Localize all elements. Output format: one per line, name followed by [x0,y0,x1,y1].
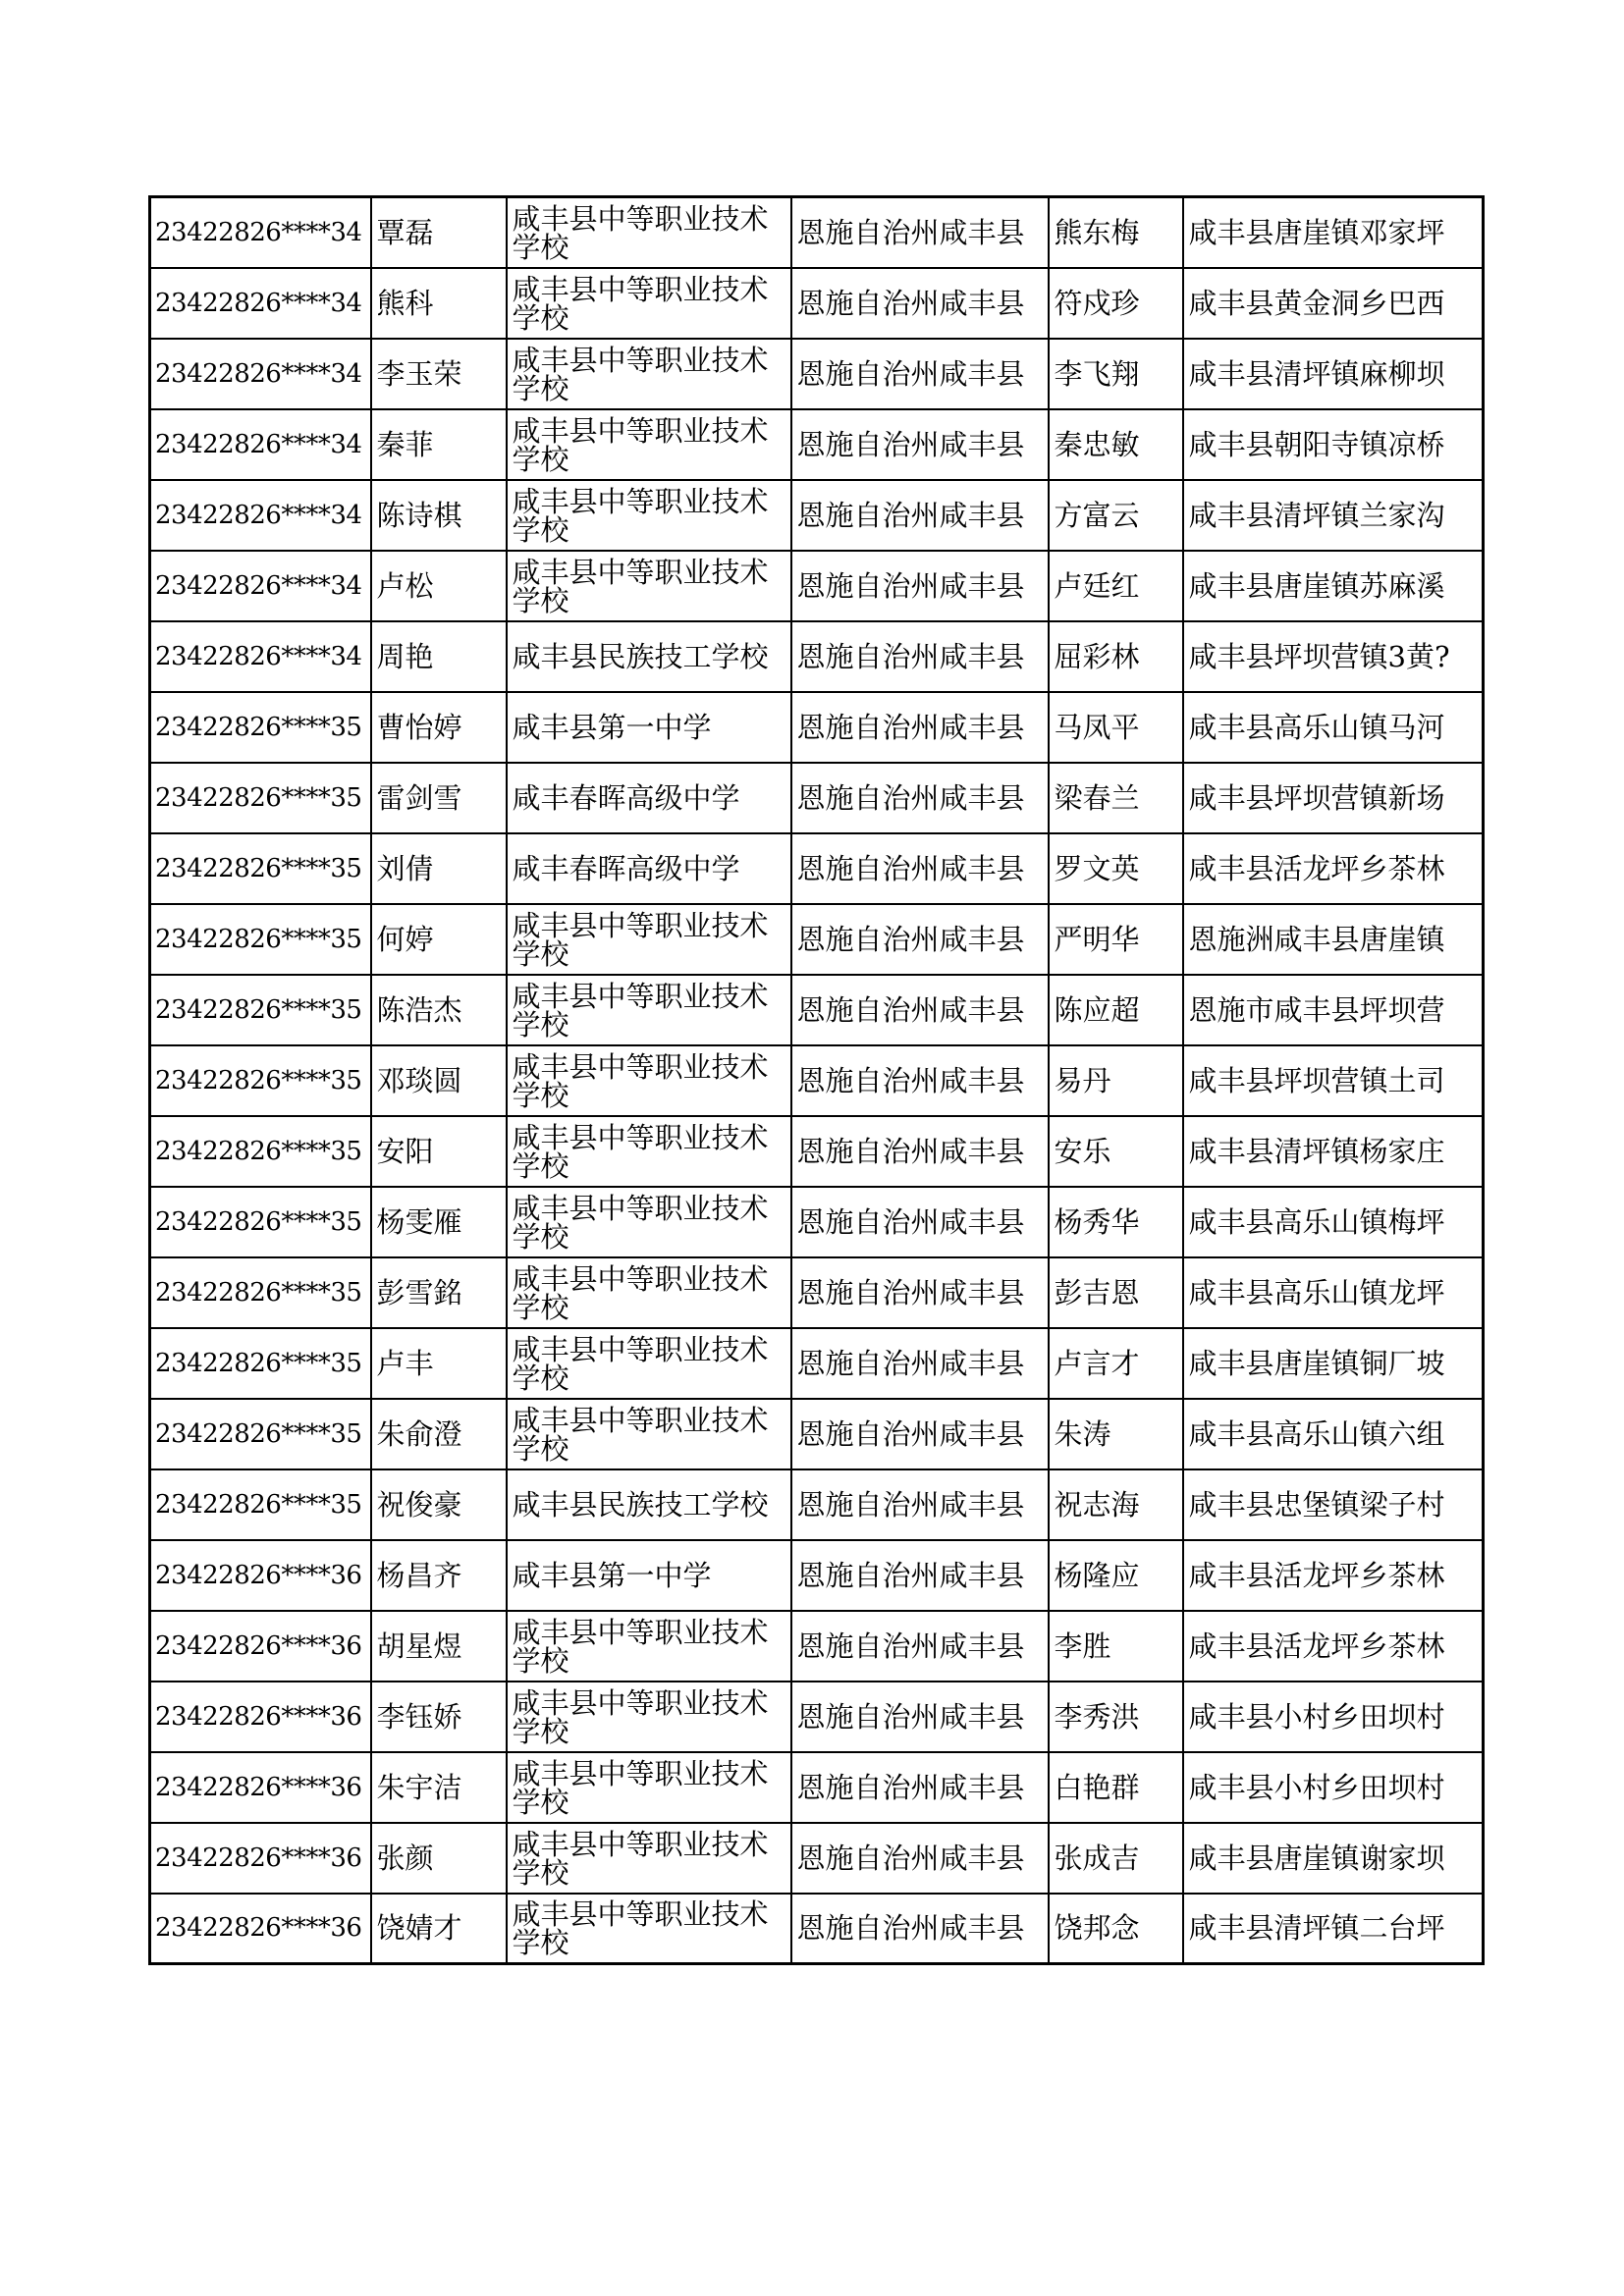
address-cell: 咸丰县唐崖镇谢家坝 [1183,1823,1484,1894]
guardian-name-cell: 杨秀华 [1049,1187,1183,1257]
guardian-name-cell: 符戍珍 [1049,268,1183,339]
student-name-cell: 卢丰 [371,1328,507,1399]
school-cell: 咸丰县中等职业技术学校 [507,1045,791,1116]
school-cell: 咸丰县中等职业技术学校 [507,1399,791,1469]
school-cell: 咸丰县中等职业技术学校 [507,480,791,551]
guardian-name-cell: 熊东梅 [1049,197,1183,268]
table-row [150,1399,1484,1469]
table-row [150,1752,1484,1823]
id-number-cell: 23422826****35 [150,975,371,1045]
region-cell: 恩施自治州咸丰县 [791,1116,1049,1187]
region-cell: 恩施自治州咸丰县 [791,1328,1049,1399]
id-number-cell: 23422826****35 [150,1399,371,1469]
region-cell: 恩施自治州咸丰县 [791,1611,1049,1682]
student-name-cell: 邓琰圆 [371,1045,507,1116]
region-cell: 恩施自治州咸丰县 [791,1045,1049,1116]
region-cell: 恩施自治州咸丰县 [791,1187,1049,1257]
student-name-cell: 李玉荣 [371,339,507,409]
address-cell: 咸丰县高乐山镇马河 [1183,692,1484,763]
region-cell: 恩施自治州咸丰县 [791,551,1049,621]
table-row [150,1328,1484,1399]
table-row [150,1823,1484,1894]
school-cell: 咸丰县中等职业技术学校 [507,975,791,1045]
table-row [150,1682,1484,1752]
student-name-cell: 安阳 [371,1116,507,1187]
table-row [150,1611,1484,1682]
id-number-cell: 23422826****34 [150,551,371,621]
id-number-cell: 23422826****35 [150,1257,371,1328]
id-number-cell: 23422826****34 [150,339,371,409]
region-cell: 恩施自治州咸丰县 [791,1682,1049,1752]
region-cell: 恩施自治州咸丰县 [791,197,1049,268]
school-cell: 咸丰县中等职业技术学校 [507,1187,791,1257]
student-name-cell: 雷剑雪 [371,763,507,833]
guardian-name-cell: 卢廷红 [1049,551,1183,621]
student-name-cell: 张颜 [371,1823,507,1894]
school-cell: 咸丰县第一中学 [507,1540,791,1611]
school-cell: 咸丰县中等职业技术学校 [507,339,791,409]
table-row [150,409,1484,480]
id-number-cell: 23422826****35 [150,904,371,975]
region-cell: 恩施自治州咸丰县 [791,1540,1049,1611]
guardian-name-cell: 彭吉恩 [1049,1257,1183,1328]
school-cell: 咸丰县中等职业技术学校 [507,409,791,480]
guardian-name-cell: 李胜 [1049,1611,1183,1682]
student-name-cell: 朱宇洁 [371,1752,507,1823]
student-name-cell: 李钰娇 [371,1682,507,1752]
region-cell: 恩施自治州咸丰县 [791,1257,1049,1328]
student-name-cell: 胡星煜 [371,1611,507,1682]
region-cell: 恩施自治州咸丰县 [791,621,1049,692]
address-cell: 咸丰县活龙坪乡茶林 [1183,1540,1484,1611]
school-cell: 咸丰县中等职业技术学校 [507,1257,791,1328]
guardian-name-cell: 祝志海 [1049,1469,1183,1540]
school-cell: 咸丰春晖高级中学 [507,833,791,904]
address-cell: 咸丰县清坪镇麻柳坝 [1183,339,1484,409]
id-number-cell: 23422826****35 [150,1328,371,1399]
student-name-cell: 刘倩 [371,833,507,904]
guardian-name-cell: 陈应超 [1049,975,1183,1045]
school-cell: 咸丰县第一中学 [507,692,791,763]
id-number-cell: 23422826****36 [150,1752,371,1823]
id-number-cell: 23422826****34 [150,197,371,268]
school-cell: 咸丰县中等职业技术学校 [507,1116,791,1187]
region-cell: 恩施自治州咸丰县 [791,1752,1049,1823]
address-cell: 咸丰县坪坝营镇新场 [1183,763,1484,833]
address-cell: 咸丰县唐崖镇铜厂坡 [1183,1328,1484,1399]
id-number-cell: 23422826****34 [150,268,371,339]
guardian-name-cell: 梁春兰 [1049,763,1183,833]
region-cell: 恩施自治州咸丰县 [791,268,1049,339]
school-cell: 咸丰县中等职业技术学校 [507,551,791,621]
student-name-cell: 覃磊 [371,197,507,268]
student-name-cell: 曹怡婷 [371,692,507,763]
id-number-cell: 23422826****35 [150,763,371,833]
id-number-cell: 23422826****36 [150,1894,371,1964]
student-roster-table [148,195,1485,1965]
address-cell: 咸丰县黄金洞乡巴西 [1183,268,1484,339]
table-row [150,1894,1484,1964]
table-row [150,197,1484,268]
address-cell: 恩施市咸丰县坪坝营 [1183,975,1484,1045]
school-cell: 咸丰春晖高级中学 [507,763,791,833]
guardian-name-cell: 安乐 [1049,1116,1183,1187]
table-row [150,339,1484,409]
address-cell: 咸丰县清坪镇兰家沟 [1183,480,1484,551]
address-cell: 咸丰县唐崖镇苏麻溪 [1183,551,1484,621]
region-cell: 恩施自治州咸丰县 [791,1894,1049,1964]
student-name-cell: 周艳 [371,621,507,692]
address-cell: 咸丰县朝阳寺镇凉桥 [1183,409,1484,480]
guardian-name-cell: 李飞翔 [1049,339,1183,409]
school-cell: 咸丰县中等职业技术学校 [507,904,791,975]
student-name-cell: 熊科 [371,268,507,339]
address-cell: 咸丰县清坪镇杨家庄 [1183,1116,1484,1187]
address-cell: 咸丰县活龙坪乡茶林 [1183,833,1484,904]
region-cell: 恩施自治州咸丰县 [791,833,1049,904]
region-cell: 恩施自治州咸丰县 [791,692,1049,763]
student-name-cell: 杨昌齐 [371,1540,507,1611]
id-number-cell: 23422826****35 [150,1045,371,1116]
table-row [150,833,1484,904]
region-cell: 恩施自治州咸丰县 [791,904,1049,975]
address-cell: 咸丰县忠堡镇梁子村 [1183,1469,1484,1540]
roster-body [150,197,1484,1964]
student-name-cell: 饶婧才 [371,1894,507,1964]
id-number-cell: 23422826****34 [150,621,371,692]
address-cell: 咸丰县清坪镇二台坪 [1183,1894,1484,1964]
table-row [150,551,1484,621]
region-cell: 恩施自治州咸丰县 [791,1469,1049,1540]
school-cell: 咸丰县民族技工学校 [507,1469,791,1540]
region-cell: 恩施自治州咸丰县 [791,1399,1049,1469]
id-number-cell: 23422826****36 [150,1540,371,1611]
region-cell: 恩施自治州咸丰县 [791,409,1049,480]
address-cell: 咸丰县小村乡田坝村 [1183,1682,1484,1752]
guardian-name-cell: 张成吉 [1049,1823,1183,1894]
guardian-name-cell: 秦忠敏 [1049,409,1183,480]
school-cell: 咸丰县中等职业技术学校 [507,1752,791,1823]
table-row [150,1116,1484,1187]
guardian-name-cell: 朱涛 [1049,1399,1183,1469]
table-row [150,975,1484,1045]
school-cell: 咸丰县中等职业技术学校 [507,1328,791,1399]
address-cell: 恩施洲咸丰县唐崖镇 [1183,904,1484,975]
table-row [150,480,1484,551]
student-name-cell: 卢松 [371,551,507,621]
id-number-cell: 23422826****36 [150,1823,371,1894]
guardian-name-cell: 易丹 [1049,1045,1183,1116]
guardian-name-cell: 杨隆应 [1049,1540,1183,1611]
address-cell: 咸丰县坪坝营镇土司 [1183,1045,1484,1116]
guardian-name-cell: 罗文英 [1049,833,1183,904]
student-name-cell: 杨雯雁 [371,1187,507,1257]
table-row [150,1540,1484,1611]
guardian-name-cell: 饶邦念 [1049,1894,1183,1964]
school-cell: 咸丰县中等职业技术学校 [507,197,791,268]
school-cell: 咸丰县中等职业技术学校 [507,268,791,339]
region-cell: 恩施自治州咸丰县 [791,763,1049,833]
student-name-cell: 秦菲 [371,409,507,480]
guardian-name-cell: 白艳群 [1049,1752,1183,1823]
id-number-cell: 23422826****34 [150,409,371,480]
table-row [150,1045,1484,1116]
address-cell: 咸丰县唐崖镇邓家坪 [1183,197,1484,268]
guardian-name-cell: 屈彩林 [1049,621,1183,692]
school-cell: 咸丰县中等职业技术学校 [507,1611,791,1682]
guardian-name-cell: 卢言才 [1049,1328,1183,1399]
region-cell: 恩施自治州咸丰县 [791,480,1049,551]
student-name-cell: 彭雪銘 [371,1257,507,1328]
student-name-cell: 陈浩杰 [371,975,507,1045]
address-cell: 咸丰县高乐山镇龙坪 [1183,1257,1484,1328]
table-row [150,1469,1484,1540]
student-name-cell: 何婷 [371,904,507,975]
school-cell: 咸丰县中等职业技术学校 [507,1894,791,1964]
guardian-name-cell: 马凤平 [1049,692,1183,763]
table-row [150,763,1484,833]
region-cell: 恩施自治州咸丰县 [791,1823,1049,1894]
id-number-cell: 23422826****34 [150,480,371,551]
id-number-cell: 23422826****36 [150,1611,371,1682]
guardian-name-cell: 方富云 [1049,480,1183,551]
address-cell: 咸丰县高乐山镇梅坪 [1183,1187,1484,1257]
table-row [150,621,1484,692]
table-row [150,268,1484,339]
table-row [150,1257,1484,1328]
id-number-cell: 23422826****35 [150,1469,371,1540]
address-cell: 咸丰县高乐山镇六组 [1183,1399,1484,1469]
school-cell: 咸丰县中等职业技术学校 [507,1823,791,1894]
id-number-cell: 23422826****35 [150,1116,371,1187]
region-cell: 恩施自治州咸丰县 [791,339,1049,409]
id-number-cell: 23422826****35 [150,1187,371,1257]
guardian-name-cell: 李秀洪 [1049,1682,1183,1752]
school-cell: 咸丰县民族技工学校 [507,621,791,692]
guardian-name-cell: 严明华 [1049,904,1183,975]
id-number-cell: 23422826****35 [150,833,371,904]
region-cell: 恩施自治州咸丰县 [791,975,1049,1045]
student-name-cell: 陈诗棋 [371,480,507,551]
student-name-cell: 祝俊豪 [371,1469,507,1540]
address-cell: 咸丰县小村乡田坝村 [1183,1752,1484,1823]
school-cell: 咸丰县中等职业技术学校 [507,1682,791,1752]
id-number-cell: 23422826****36 [150,1682,371,1752]
table-row [150,1187,1484,1257]
address-cell: 咸丰县活龙坪乡茶林 [1183,1611,1484,1682]
table-row [150,692,1484,763]
id-number-cell: 23422826****35 [150,692,371,763]
student-name-cell: 朱俞澄 [371,1399,507,1469]
table-row [150,904,1484,975]
address-cell: 咸丰县坪坝营镇3黄? [1183,621,1484,692]
